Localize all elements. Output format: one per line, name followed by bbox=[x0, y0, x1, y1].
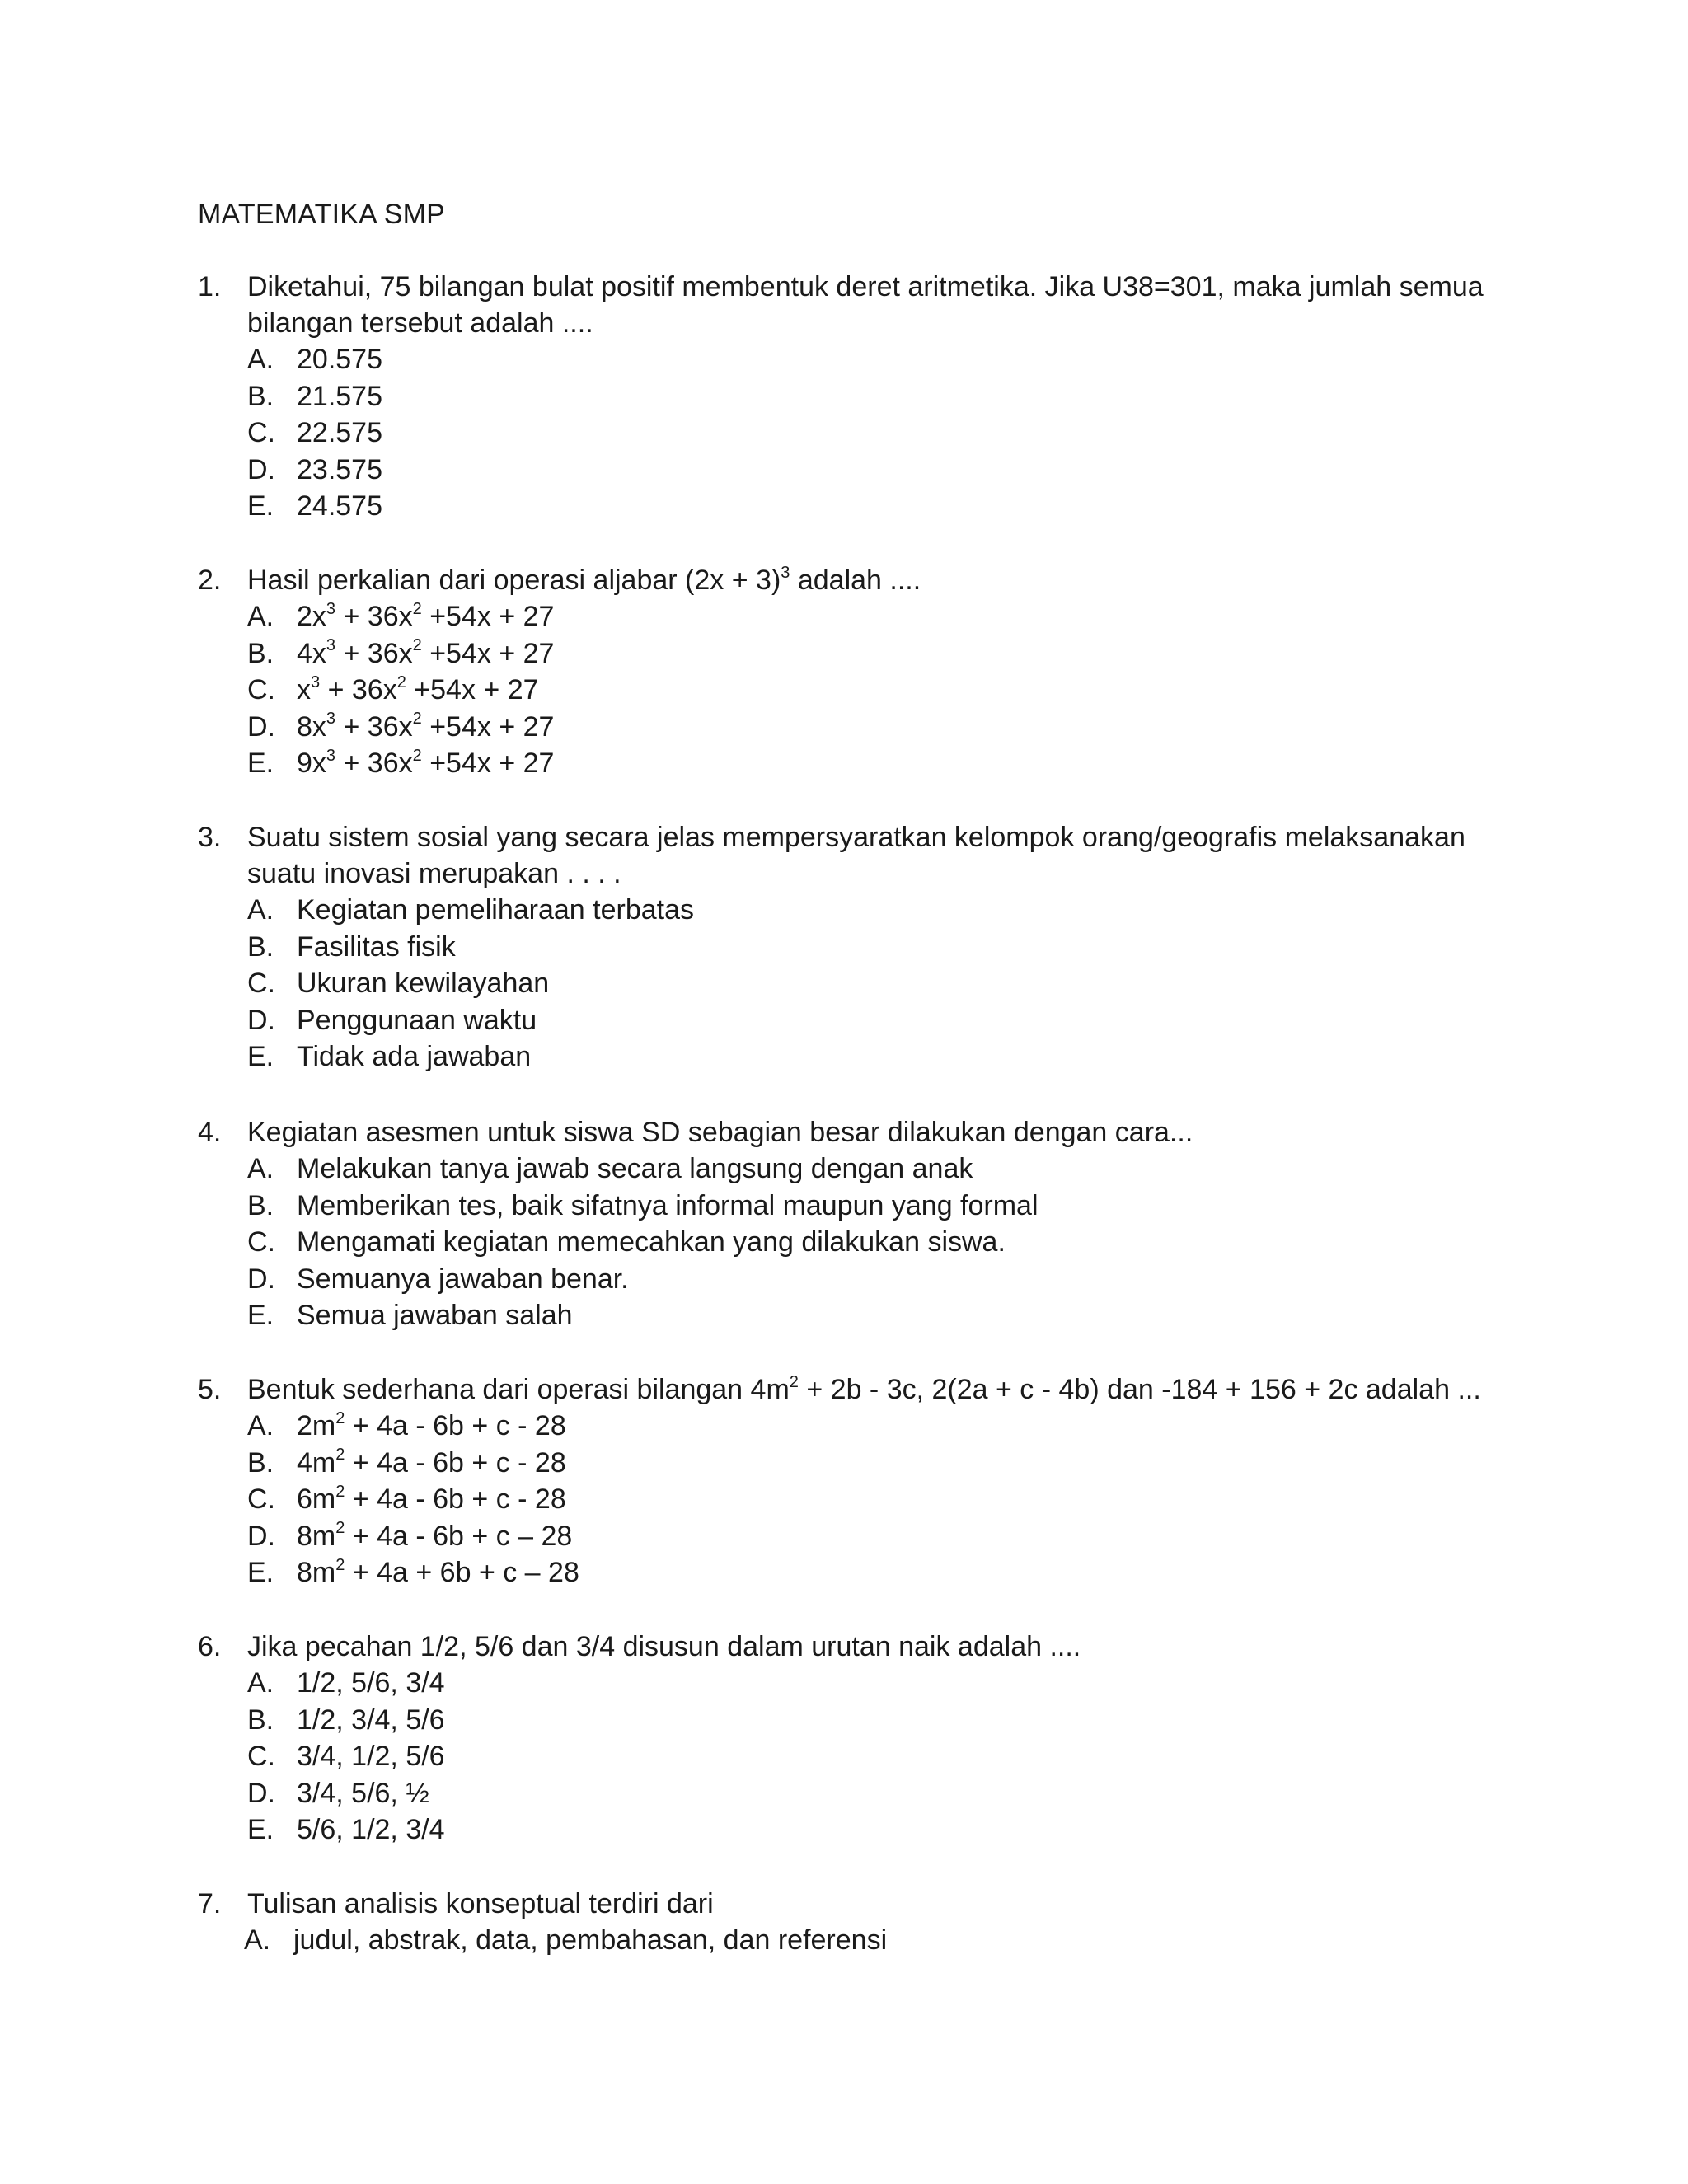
option-a bbox=[198, 1665, 1517, 1702]
option-c bbox=[198, 965, 1517, 1002]
option-b bbox=[198, 1188, 1517, 1225]
option-text: $8m^2 + 4a + 6b + c - 28$ bbox=[297, 1556, 579, 1589]
option-list bbox=[198, 1408, 1517, 1591]
option-text: Memberikan tes, baik sifatnya informal maupun yang formal bbox=[297, 1189, 1039, 1221]
question-text: Hasil perkalian dari operasi aljabar $(2x + 3)^3$ adalah .... bbox=[247, 563, 921, 596]
option-text: Mengamati kegiatan memecahkan yang dilakukan siswa. bbox=[297, 1226, 1006, 1258]
option-letter: D. bbox=[247, 1263, 275, 1295]
option-letter: B. bbox=[247, 637, 274, 669]
option-letter: A. bbox=[247, 894, 274, 926]
question-number: 2. bbox=[198, 565, 222, 596]
option-b bbox=[198, 635, 1517, 673]
option-letter: C. bbox=[247, 1741, 275, 1773]
option-d bbox=[198, 1775, 1517, 1812]
option-list bbox=[198, 598, 1517, 782]
option-text: 22.575 bbox=[297, 417, 382, 449]
option-letter: A. bbox=[247, 1410, 274, 1441]
option-text: 20.575 bbox=[297, 344, 382, 375]
question-3 bbox=[198, 819, 1517, 1076]
option-c bbox=[198, 1481, 1517, 1518]
option-d bbox=[198, 1261, 1517, 1298]
option-text: $2m^2 + 4a - 6b + c - 28$ bbox=[297, 1408, 566, 1441]
option-b bbox=[198, 1702, 1517, 1739]
question-stem bbox=[198, 1886, 1517, 1922]
option-text: Semuanya jawaban benar. bbox=[297, 1263, 629, 1295]
option-letter: A. bbox=[247, 344, 274, 375]
option-text: $x^3 + 36x^2 +54x + 27$ bbox=[297, 673, 539, 706]
option-b bbox=[198, 929, 1517, 966]
option-d bbox=[198, 1002, 1517, 1039]
option-c bbox=[198, 1224, 1517, 1261]
question-number: 4. bbox=[198, 1117, 222, 1148]
option-text: judul, abstrak, data, pembahasan, dan referensi bbox=[293, 1924, 888, 1956]
question-number: 3. bbox=[198, 822, 222, 853]
question-2 bbox=[198, 562, 1517, 782]
question-text: Diketahui, 75 bilangan bulat positif membentuk deret aritmetika. Jika U38=301, maka jumlah semua bilangan tersebut adalah .... bbox=[247, 271, 1484, 339]
option-e bbox=[198, 1554, 1517, 1591]
option-b bbox=[198, 1445, 1517, 1482]
option-e bbox=[198, 1038, 1517, 1076]
option-text: Fasilitas fisik bbox=[297, 930, 456, 963]
option-e bbox=[198, 745, 1517, 782]
question-5 bbox=[198, 1371, 1517, 1591]
option-letter: A. bbox=[244, 1924, 271, 1956]
option-letter: E. bbox=[247, 1557, 274, 1589]
option-text: Penggunaan waktu bbox=[297, 1004, 537, 1036]
option-c bbox=[198, 1738, 1517, 1775]
question-stem bbox=[198, 1114, 1517, 1151]
question-number: 1. bbox=[198, 271, 222, 302]
option-text: $4x^3 + 36x^2 +54x + 27$ bbox=[297, 636, 555, 669]
option-a bbox=[198, 892, 1517, 929]
option-text: 21.575 bbox=[297, 380, 382, 412]
question-1 bbox=[198, 269, 1517, 525]
option-text: $4m^2 + 4a - 6b + c - 28$ bbox=[297, 1446, 566, 1479]
option-text: $9x^3 + 36x^2 +54x + 27$ bbox=[297, 747, 555, 780]
question-text: Bentuk sederhana dari operasi bilangan $4m^2 + 2b - 3c$, 2(2a + c - 4b) dan -184 + 156 + 2c adalah ... bbox=[247, 1372, 1481, 1405]
question-stem bbox=[198, 1371, 1517, 1408]
option-letter: D. bbox=[247, 1777, 275, 1809]
option-d bbox=[198, 452, 1517, 489]
option-letter: B. bbox=[247, 1446, 274, 1479]
option-text: $6m^2 + 4a - 6b + c - 28$ bbox=[297, 1482, 566, 1516]
option-text: $8x^3 + 36x^2 +54x + 27$ bbox=[297, 710, 555, 743]
option-text: Ukuran kewilayahan bbox=[297, 968, 550, 1000]
option-a bbox=[198, 341, 1517, 378]
question-stem bbox=[198, 269, 1517, 341]
option-a bbox=[198, 1408, 1517, 1445]
question-stem bbox=[198, 819, 1517, 892]
question-number: 5. bbox=[198, 1374, 222, 1405]
question-text: Tulisan analisis konseptual terdiri dari bbox=[247, 1888, 714, 1919]
option-text: 24.575 bbox=[297, 490, 382, 523]
question-text: Jika pecahan 1/2, 5/6 dan 3/4 disusun dalam urutan naik adalah .... bbox=[247, 1631, 1081, 1662]
option-text: $8m^2 + 4a - 6b + c - 28$ bbox=[297, 1519, 573, 1552]
question-text: Suatu sistem sosial yang secara jelas mempersyaratkan kelompok orang/geografis melaksanakan suatu inovasi merupakan . . . . bbox=[247, 822, 1465, 889]
option-d bbox=[198, 1518, 1517, 1555]
option-list bbox=[198, 341, 1517, 525]
option-letter: B. bbox=[247, 1704, 274, 1736]
option-letter: E. bbox=[247, 1041, 274, 1073]
option-letter: E. bbox=[247, 748, 274, 780]
option-letter: D. bbox=[247, 1004, 275, 1036]
option-list bbox=[198, 1922, 1517, 1959]
question-text: Kegiatan asesmen untuk siswa SD sebagian besar dilakukan dengan cara... bbox=[247, 1117, 1193, 1148]
option-c bbox=[198, 415, 1517, 452]
option-list bbox=[198, 1665, 1517, 1849]
option-text: 23.575 bbox=[297, 453, 382, 485]
option-text: 1/2, 5/6, 3/4 bbox=[297, 1667, 445, 1699]
question-4 bbox=[198, 1114, 1517, 1334]
option-letter: E. bbox=[247, 1300, 274, 1332]
option-e bbox=[198, 1297, 1517, 1334]
option-a bbox=[198, 1151, 1517, 1188]
option-letter: D. bbox=[247, 453, 275, 485]
option-d bbox=[198, 709, 1517, 746]
option-text: 3/4, 5/6, ½ bbox=[297, 1777, 429, 1809]
question-number: 6. bbox=[198, 1631, 222, 1662]
option-letter: B. bbox=[247, 380, 274, 412]
option-letter: C. bbox=[247, 1483, 275, 1516]
option-letter: A. bbox=[247, 601, 274, 632]
option-letter: C. bbox=[247, 968, 275, 1000]
option-letter: C. bbox=[247, 674, 275, 706]
option-text: $2x^3 + 36x^2 +54x + 27$ bbox=[297, 599, 555, 632]
option-letter: D. bbox=[247, 710, 275, 743]
option-text: Semua jawaban salah bbox=[297, 1300, 573, 1332]
option-text: 3/4, 1/2, 5/6 bbox=[297, 1741, 445, 1773]
option-text: Kegiatan pemeliharaan terbatas bbox=[297, 894, 694, 926]
option-list bbox=[198, 1151, 1517, 1334]
option-c bbox=[198, 672, 1517, 709]
option-letter: C. bbox=[247, 417, 275, 449]
question-stem bbox=[198, 1629, 1517, 1665]
option-e bbox=[198, 488, 1517, 525]
option-e bbox=[198, 1811, 1517, 1849]
option-a bbox=[198, 598, 1517, 635]
option-a bbox=[198, 1922, 1517, 1959]
option-letter: A. bbox=[247, 1667, 274, 1699]
option-letter: B. bbox=[247, 930, 274, 963]
option-b bbox=[198, 378, 1517, 415]
option-text: 5/6, 1/2, 3/4 bbox=[297, 1814, 445, 1846]
option-letter: D. bbox=[247, 1520, 275, 1552]
option-letter: A. bbox=[247, 1153, 274, 1184]
option-list bbox=[198, 892, 1517, 1076]
question-stem bbox=[198, 562, 1517, 598]
option-letter: E. bbox=[247, 490, 274, 523]
option-text: Melakukan tanya jawab secara langsung dengan anak bbox=[297, 1153, 973, 1184]
question-6 bbox=[198, 1629, 1517, 1849]
question-number: 7. bbox=[198, 1888, 222, 1919]
option-letter: C. bbox=[247, 1226, 275, 1258]
question-7 bbox=[198, 1886, 1517, 1959]
option-letter: E. bbox=[247, 1814, 274, 1846]
option-letter: B. bbox=[247, 1189, 274, 1221]
option-text: Tidak ada jawaban bbox=[297, 1041, 532, 1073]
document-title: MATEMATIKA SMP bbox=[198, 199, 446, 230]
option-text: 1/2, 3/4, 5/6 bbox=[297, 1704, 445, 1736]
